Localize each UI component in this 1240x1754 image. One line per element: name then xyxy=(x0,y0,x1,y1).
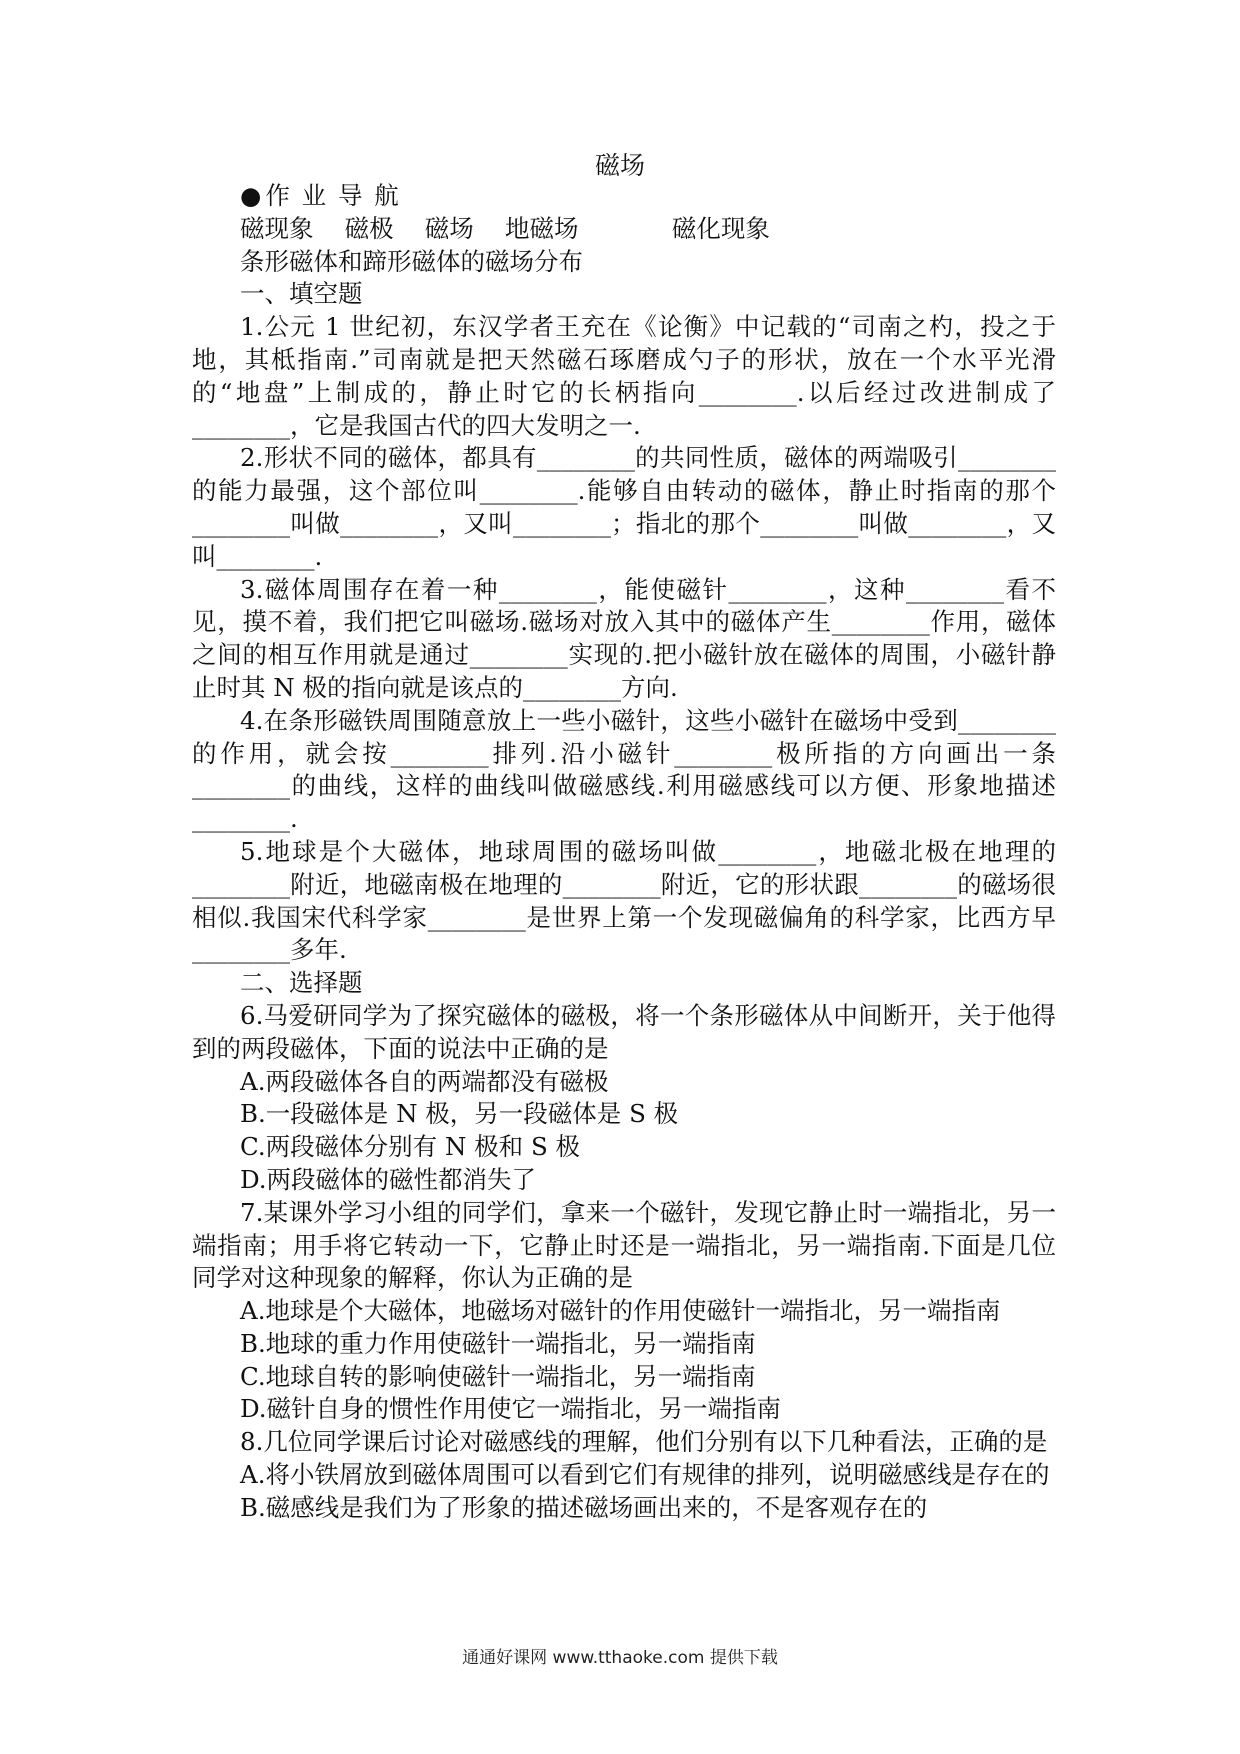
q6-option-c: C.两段磁体分别有 N 极和 S 极 xyxy=(240,1132,581,1162)
question-7: 7.某课外学习小组的同学们，拿来一个磁针，发现它静止时一端指北，另一端指南；用手将它转动一下，它静止时还是一端指北，另一端指南.下面是几位同学对这种现象的解释，你认为正确的是 xyxy=(192,1197,1056,1293)
nav-heading-text: 作 业 导 航 xyxy=(265,181,401,210)
bullet-icon: ● xyxy=(240,181,264,210)
question-4: 4.在条形磁铁周围随意放上一些小磁针，这些小磁针在磁场中受到________的作用，就会按________排列.沿小磁针________极所指的方向画出一条________的曲线，这样的曲线叫做磁感线.利用磁感线可以方便、形象地描述________. xyxy=(192,705,1056,834)
q7-option-a: A.地球是个大磁体，地磁场对磁针的作用使磁针一端指北，另一端指南 xyxy=(240,1296,1001,1326)
nav-heading xyxy=(192,180,1056,213)
keywords-line-2: 条形磁体和蹄形磁体的磁场分布 xyxy=(240,246,583,276)
q7-option-b: B.地球的重力作用使磁针一端指北，另一端指南 xyxy=(240,1328,756,1358)
q7-option-c: C.地球自转的影响使磁针一端指北，另一端指南 xyxy=(240,1361,756,1391)
q7-option-d: D.磁针自身的惯性作用使它一端指北，另一端指南 xyxy=(240,1394,782,1424)
question-1: 1.公元 1 世纪初，东汉学者王充在《论衡》中记载的“司南之杓，投之于地，其柢指南.”司南就是把天然磁石琢磨成勺子的形状，放在一个水平光滑的“地盘”上制成的，静止时它的长柄指向________.以后经过改进制成了________，它是我国古代的四大发明之一. xyxy=(192,312,1056,440)
section-fill-in: 一、填空题 xyxy=(240,279,363,309)
q8-option-b: B.磁感线是我们为了形象的描述磁场画出来的，不是客观存在的 xyxy=(240,1492,928,1522)
q6-option-a: A.两段磁体各自的两端都没有磁极 xyxy=(240,1066,609,1096)
section-choice: 二、选择题 xyxy=(240,968,363,998)
q8-option-a: A.将小铁屑放到磁体周围可以看到它们有规律的排列，说明磁感线是存在的 xyxy=(240,1460,1050,1490)
question-5: 5.地球是个大磁体，地球周围的磁场叫做________，地磁北极在地理的________附近，地磁南极在地理的________附近，它的形状跟________的磁场很相似.我国宋代科学家________是世界上第一个发现磁偏角的科学家，比西方早________多年. xyxy=(192,836,1056,965)
page-footer: 通通好课网 www.tthaoke.com 提供下载 xyxy=(462,1648,778,1668)
document-body xyxy=(192,180,1056,1525)
question-8: 8.几位同学课后讨论对磁感线的理解，他们分别有以下几种看法，正确的是 xyxy=(240,1427,1048,1457)
page-title: 磁场 xyxy=(594,151,645,180)
q6-option-b: B.一段磁体是 N 极，另一段磁体是 S 极 xyxy=(240,1099,679,1129)
question-6: 6.马爱研同学为了探究磁体的磁极，将一个条形磁体从中间断开，关于他得到的两段磁体，下面的说法中正确的是 xyxy=(192,1000,1056,1063)
keywords-line: 磁现象 磁极 磁场 地磁场 磁化现象 xyxy=(240,213,770,243)
q6-option-d: D.两段磁体的磁性都消失了 xyxy=(240,1164,537,1194)
question-2: 2.形状不同的磁体，都具有________的共同性质，磁体的两端吸引________的能力最强，这个部位叫________.能够自由转动的磁体，静止时指南的那个________叫做________，又叫________；指北的那个________叫做________，又叫________. xyxy=(192,443,1056,571)
question-3: 3.磁体周围存在着一种________，能使磁针________，这种________看不见，摸不着，我们把它叫磁场.磁场对放入其中的磁体产生________作用，磁体之间的相互作用就是通过________实现的.把小磁针放在磁体的周围，小磁针静止时其 N 极的指向就是该点的________方向. xyxy=(192,574,1056,702)
